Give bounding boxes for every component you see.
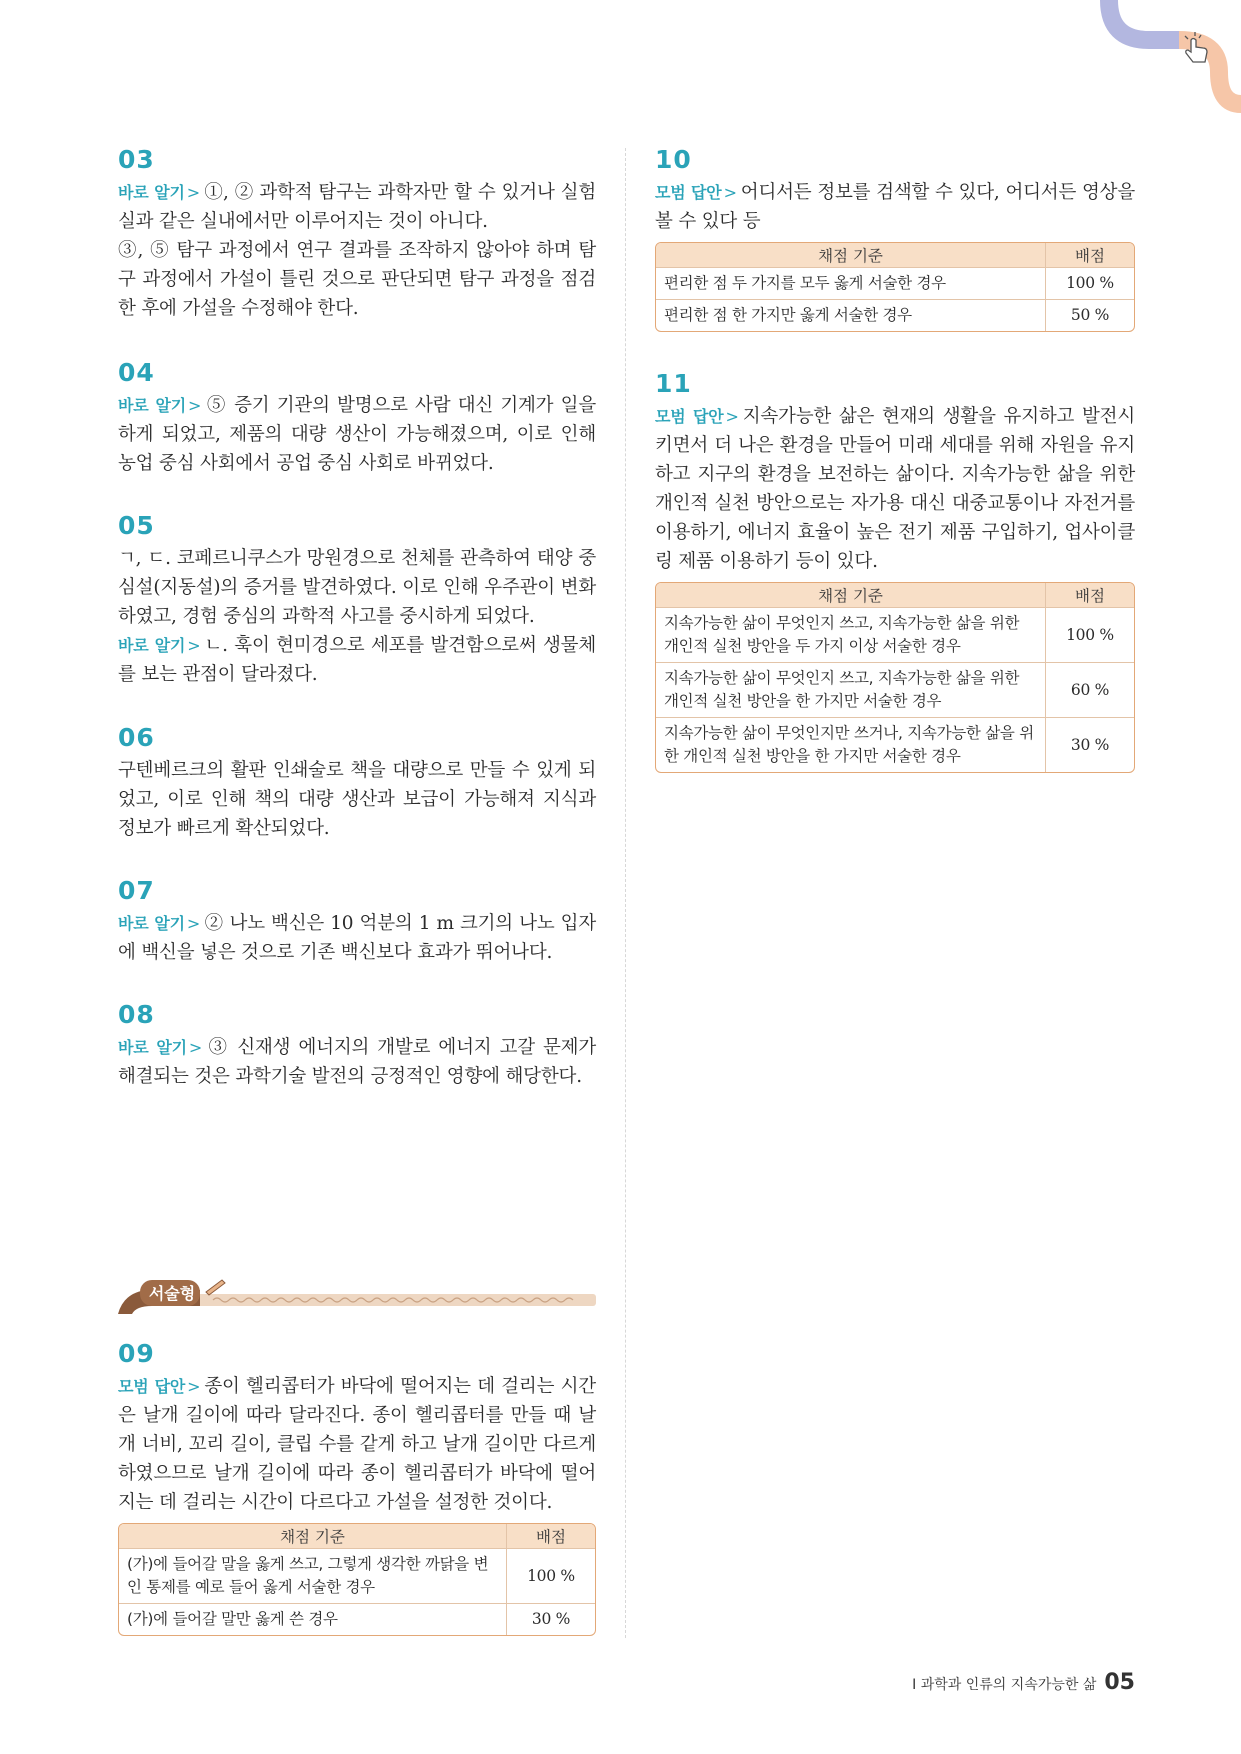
essay-section-banner	[118, 1270, 596, 1316]
question-number: 09	[118, 1339, 155, 1368]
answer-tag: 모범 답안 >	[118, 1377, 201, 1396]
points-header: 배점	[506, 1524, 595, 1548]
question-08	[118, 1001, 596, 1091]
answer-text: ② 나노 백신은 10 억분의 1 m 크기의 나노 입자에 백신을 넣은 것으로 기존 백신보다 효과가 뛰어나다.	[118, 913, 596, 963]
criteria-cell: 편리한 점 한 가지만 옳게 서술한 경우	[656, 299, 1045, 331]
question-number: 03	[118, 145, 155, 174]
question-number: 06	[118, 723, 155, 752]
answer-text: 지속가능한 삶은 현재의 생활을 유지하고 발전시키면서 더 나은 환경을 만들어 미래 세대를 위해 자원을 유지하고 지구의 환경을 보전하는 삶이다. 지속가능한 삶을 위한 개인적 실천 방안으로는 자가용 대신 대중교통이나 자전거를 이용하기, 에너지 효율이 높은 전기 제품 구입하기, 업사이클링 제품 이용하기 등이 있다.	[655, 406, 1135, 572]
points-cell: 30 %	[1045, 717, 1134, 772]
points-cell: 100 %	[506, 1548, 595, 1603]
criteria-header: 채점 기준	[656, 583, 1045, 607]
points-header: 배점	[1045, 583, 1134, 607]
criteria-header: 채점 기준	[656, 243, 1045, 267]
answer-text: 종이 헬리콥터가 바닥에 떨어지는 데 걸리는 시간은 날개 길이에 따라 달라진다. 종이 헬리콥터를 만들 때 날개 너비, 꼬리 길이, 클립 수를 같게 하고 날개 길이만 다르게 하였으므로 날개 길이에 따라 종이 헬리콥터가 바닥에 떨어지는 데 걸리는 시간이 다르다고 가설을 설정한 것이다.	[118, 1376, 596, 1513]
answer-text: ⑤ 증기 기관의 발명으로 사람 대신 기계가 일을 하게 되었고, 제품의 대량 생산이 가능해졌으며, 이로 인해 농업 중심 사회에서 공업 중심 사회로 바뀌었다.	[118, 395, 596, 474]
question-06	[118, 724, 596, 843]
scoring-table	[655, 242, 1135, 332]
answer-text: ③ 신재생 에너지의 개발로 에너지 고갈 문제가 해결되는 것은 과학기술 발전의 긍정적인 영향에 해당한다.	[118, 1037, 596, 1087]
question-11	[655, 370, 1135, 773]
criteria-cell: (가)에 들어갈 말만 옳게 쓴 경우	[119, 1603, 506, 1635]
question-03	[118, 146, 596, 323]
table-row	[119, 1603, 595, 1635]
answer-tag: 바로 알기 >	[118, 636, 201, 655]
criteria-cell: 지속가능한 삶이 무엇인지 쓰고, 지속가능한 삶을 위한 개인적 실천 방안을 두 가지 이상 서술한 경우	[656, 607, 1045, 662]
scoring-table	[118, 1523, 596, 1636]
pencil-icon	[206, 1280, 225, 1295]
table-row	[656, 299, 1134, 331]
answer-text: ㄴ. 훅이 현미경으로 세포를 발견함으로써 생물체를 보는 관점이 달라졌다.	[118, 635, 596, 685]
answer-tag: 바로 알기 >	[118, 183, 200, 202]
table-row	[119, 1548, 595, 1603]
points-cell: 100 %	[1045, 267, 1134, 299]
criteria-header: 채점 기준	[119, 1524, 506, 1548]
answer-tag: 바로 알기 >	[118, 1038, 203, 1057]
table-row	[656, 267, 1134, 299]
answer-text: ①, ② 과학적 탐구는 과학자만 할 수 있거나 실험실과 같은 실내에서만 이루어지는 것이 아니다.	[118, 182, 596, 232]
column-divider	[625, 148, 626, 1638]
question-number: 05	[118, 511, 155, 540]
criteria-cell: 편리한 점 두 가지를 모두 옳게 서술한 경우	[656, 267, 1045, 299]
corner-decoration	[1061, 0, 1241, 115]
question-number: 04	[118, 358, 155, 387]
points-cell: 60 %	[1045, 662, 1134, 717]
scoring-table	[655, 582, 1135, 773]
question-number: 11	[655, 369, 692, 398]
answer-text: ③, ⑤ 탐구 과정에서 연구 결과를 조작하지 않아야 하며 탐구 과정에서 가설이 틀린 것으로 판단되면 탐구 과정을 점검한 후에 가설을 수정해야 한다.	[118, 240, 596, 319]
criteria-cell: 지속가능한 삶이 무엇인지 쓰고, 지속가능한 삶을 위한 개인적 실천 방안을 한 가지만 서술한 경우	[656, 662, 1045, 717]
question-number: 07	[118, 876, 155, 905]
answer-text: ㄱ, ㄷ. 코페르니쿠스가 망원경으로 천체를 관측하여 태양 중심설(지동설)의 증거를 발견하였다. 이로 인해 우주관이 변화하였고, 경험 중심의 과학적 사고를 중시하게 되었다.	[118, 548, 596, 627]
essay-section-label: 서술형	[148, 1284, 196, 1303]
question-05	[118, 512, 596, 689]
answer-tag: 바로 알기 >	[118, 914, 201, 933]
answer-text: 어디서든 정보를 검색할 수 있다, 어디서든 영상을 볼 수 있다 등	[655, 182, 1136, 232]
page-footer	[912, 1670, 1135, 1695]
question-number: 10	[655, 145, 692, 174]
table-row	[656, 607, 1134, 662]
answer-tag: 바로 알기 >	[118, 396, 202, 415]
points-cell: 30 %	[506, 1603, 595, 1635]
question-04	[118, 359, 596, 478]
answer-text: 구텐베르크의 활판 인쇄술로 책을 대량으로 만들 수 있게 되었고, 이로 인해 책의 대량 생산과 보급이 가능해져 지식과 정보가 빠르게 확산되었다.	[118, 760, 596, 839]
answer-tag: 모범 답안 >	[655, 183, 737, 202]
answer-tag: 모범 답안 >	[655, 407, 739, 426]
question-09	[118, 1340, 596, 1636]
points-header: 배점	[1045, 243, 1134, 267]
criteria-cell: 지속가능한 삶이 무엇인지만 쓰거나, 지속가능한 삶을 위한 개인적 실천 방안을 한 가지만 서술한 경우	[656, 717, 1045, 772]
points-cell: 50 %	[1045, 299, 1134, 331]
unit-title: Ⅰ 과학과 인류의 지속가능한 삶	[912, 1677, 1097, 1693]
question-10	[655, 146, 1135, 332]
question-number: 08	[118, 1000, 155, 1029]
table-row	[656, 662, 1134, 717]
criteria-cell: (가)에 들어갈 말을 옳게 쓰고, 그렇게 생각한 까닭을 변인 통제를 예로 들어 옳게 서술한 경우	[119, 1548, 506, 1603]
points-cell: 100 %	[1045, 607, 1134, 662]
table-row	[656, 717, 1134, 772]
question-07	[118, 877, 596, 967]
page-number: 05	[1104, 1670, 1135, 1695]
